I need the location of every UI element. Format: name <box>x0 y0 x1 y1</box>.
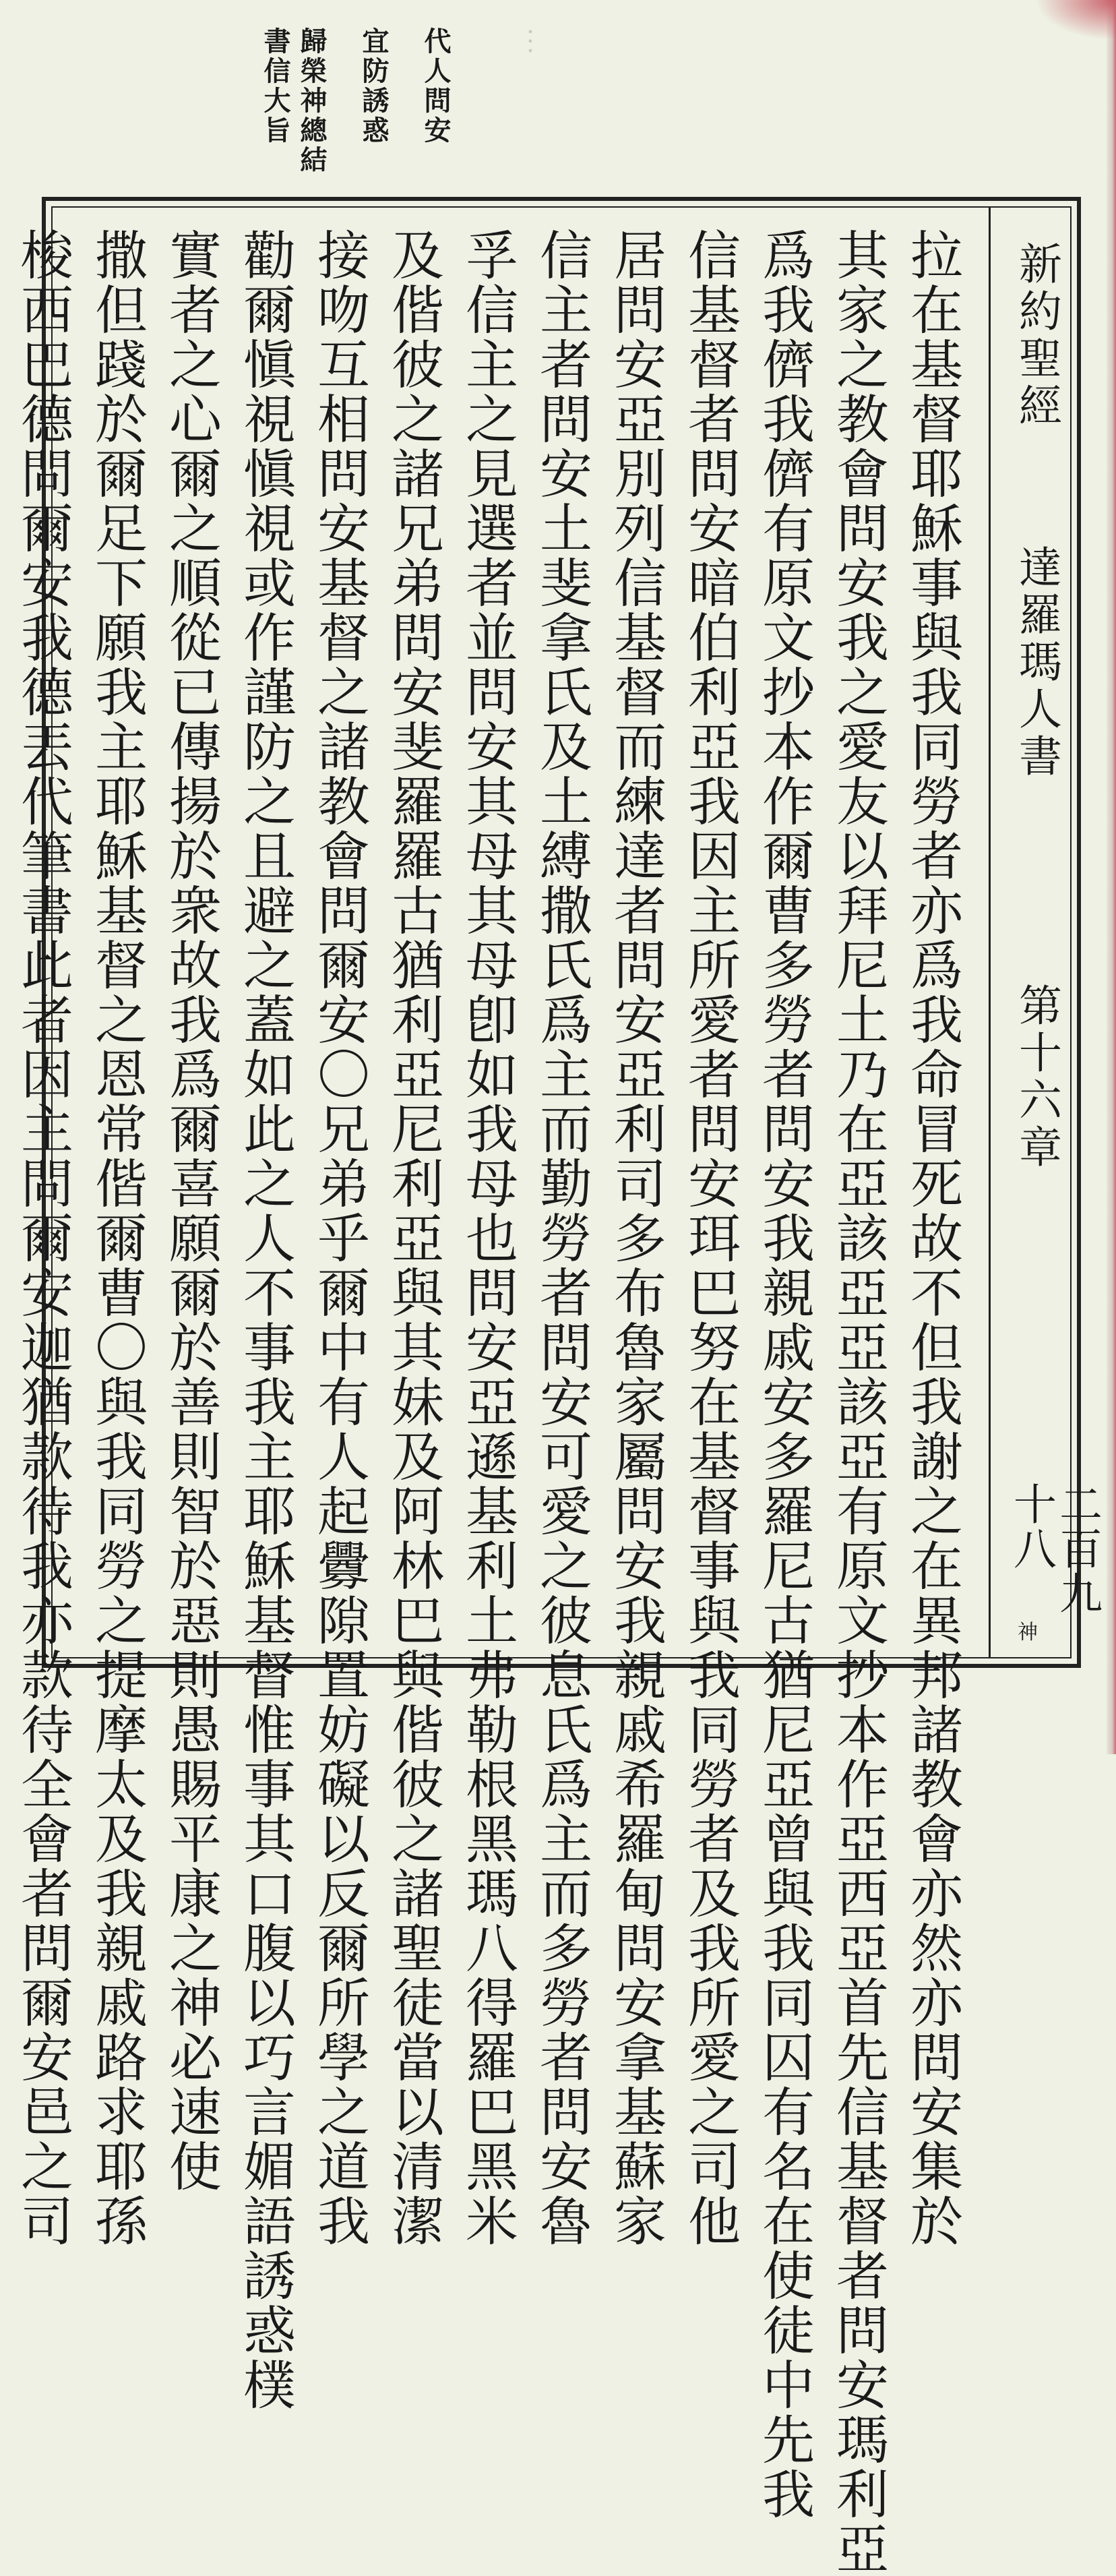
text-column-14 <box>0 228 5 1623</box>
text-column-1: 拉在基督耶穌事與我同勞者亦爲我命冒死故不但我謝之在異邦諸教會亦然亦問安集於 <box>902 228 962 2248</box>
margin-note-doxology <box>259 27 328 189</box>
text-column-6: 信主者問安土斐拿氏及土縛撒氏爲主而勤勞者問安可愛之彼息氏爲主而多勞者問安魯 <box>531 228 592 2248</box>
footer-mark: 神 <box>1018 1621 1038 1644</box>
text-column-13: 梭西巴德問爾安我德丟代筆書此者因主問爾安迦猶款待我亦款待全會者問爾安邑之司 <box>12 228 73 2248</box>
margin-note-line: 宜防誘惑 <box>358 27 390 146</box>
page-frame <box>12 197 1102 2576</box>
page-frame-inner <box>12 206 1102 2576</box>
text-column-8: 及偕彼之諸兄弟問安斐羅羅古猶利亞尼利亞與其妹及阿林巴與偕彼之諸聖徒當以清潔 <box>383 228 443 2248</box>
page-number: 二百九十八 <box>1006 1482 1102 1615</box>
page-edge <box>1107 0 1116 1754</box>
text-column-9: 接吻互相問安基督之諸教會問爾安〇兄弟乎爾中有人起釁隙置妨礙以反爾所學之道我 <box>309 228 369 2248</box>
text-column-5: 居問安亞別列信基督而練達者問安亞利司多布魯家屬問安我親戚希羅甸問安拿基蘇家 <box>605 228 666 2248</box>
margin-note-line: 歸榮神總結 <box>296 27 328 175</box>
text-column-10: 勸爾愼視愼視或作謹防之且避之蓋如此之人不事我主耶穌基督惟事其口腹以巧言媚語誘惑樸 <box>235 228 295 2412</box>
book-title: 新約聖經 <box>1012 241 1061 430</box>
bleed-through-ghost-text: ︙ <box>512 27 545 55</box>
margin-notes <box>88 27 452 189</box>
margin-note-line: 書信大旨 <box>259 27 291 146</box>
text-column-7: 孚信主之見選者並問安其母其母卽如我母也問安亞遜基利土弗勒根黑瑪八得羅巴黑米 <box>457 228 518 2248</box>
running-header <box>989 208 1102 1657</box>
text-column-2: 其家之教會問安我之愛友以拜尼土乃在亞該亞亞該亞有原文抄本作亞西亞首先信基督者問安瑪利亞 <box>828 228 888 2576</box>
margin-note-line: 代人問安 <box>420 27 452 146</box>
epistle-title: 達羅瑪人書 <box>1012 545 1061 781</box>
page-corner-stain <box>1035 0 1116 40</box>
margin-note-beware-temptation <box>357 27 390 189</box>
body-text <box>12 228 969 2576</box>
margin-note-greetings <box>419 27 452 189</box>
text-column-12: 撒但踐於爾足下願我主耶穌基督之恩常偕爾曹〇與我同勞之提摩太及我親戚路求耶孫 <box>86 228 147 2248</box>
text-column-11: 實者之心爾之順從已傳揚於衆故我爲爾喜願爾於善則智於惡則愚賜平康之神必速使 <box>160 228 221 2194</box>
text-column-4: 信基督者問安暗伯利亞我因主所愛者問安珥巴努在基督事與我同勞者及我所愛之司他 <box>679 228 740 2248</box>
text-column-3: 爲我儕我儕有原文抄本作爾曹多勞者問安我親戚安多羅尼古猶尼亞曾與我同囚有名在使徒中先我 <box>753 228 814 2521</box>
chapter-number: 第十六章 <box>1012 983 1061 1172</box>
